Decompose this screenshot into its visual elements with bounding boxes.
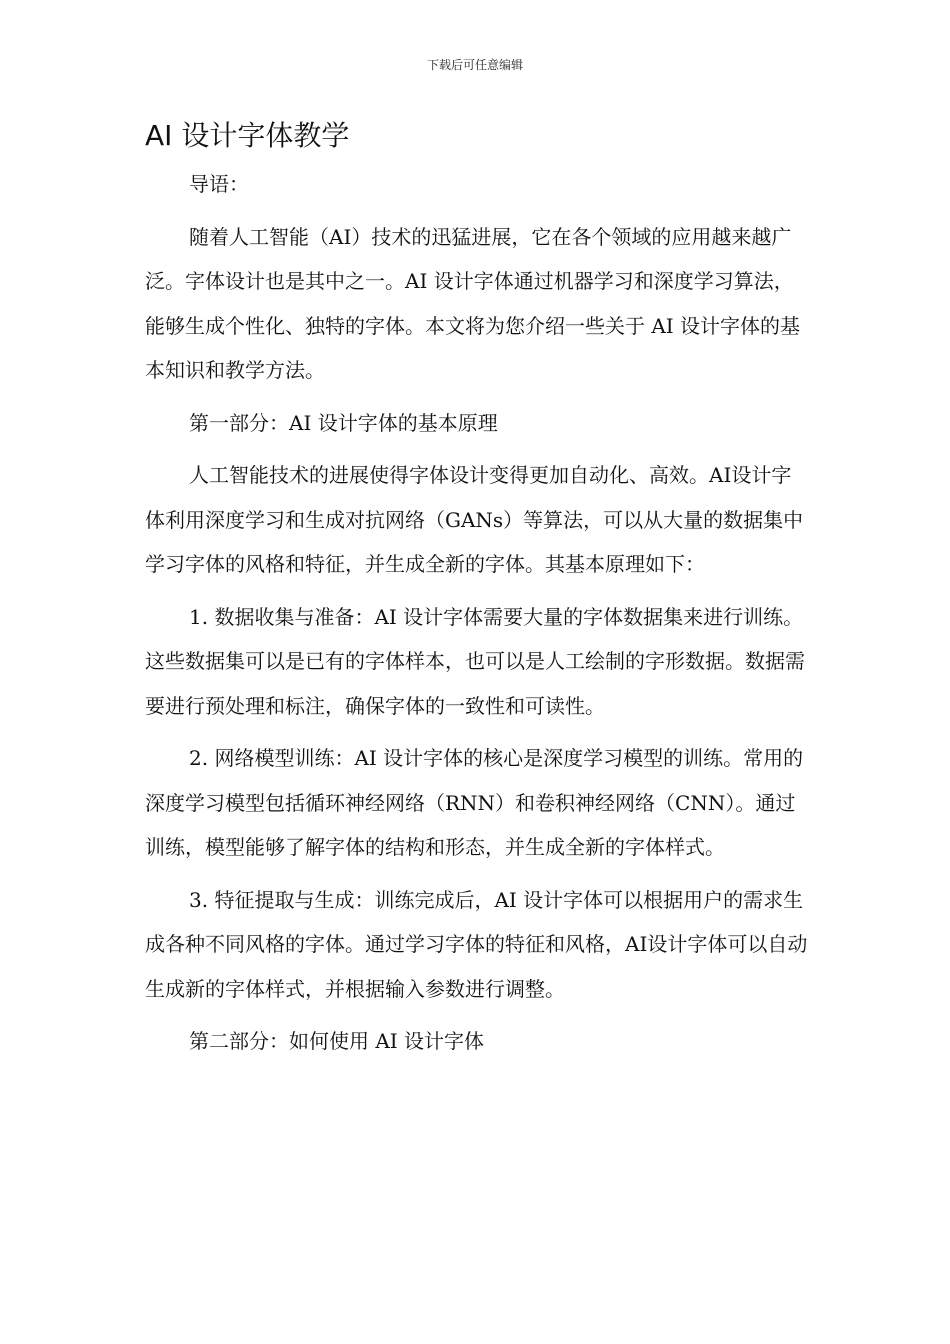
list-item-data-collection: 1. 数据收集与准备：AI 设计字体需要大量的字体数据集来进行训练。这些数据集可以是已有的字体样本，也可以是人工绘制的字形数据。数据需要进行预处理和标注，确保字体的一致性和可读性。 xyxy=(145,604,805,718)
list-item-feature-generation: 3. 特征提取与生成：训练完成后，AI 设计字体可以根据用户的需求生成各种不同风格的字体。通过学习字体的特征和风格，AI设计字体可以自动生成新的字体样式，并根据输入参数进行调整。 xyxy=(145,887,808,1001)
paragraph-intro: 随着人工智能（AI）技术的迅猛进展，它在各个领域的应用越来越广泛。字体设计也是其中之一。AI 设计字体通过机器学习和深度学习算法，能够生成个性化、独特的字体。本文将为您介绍一些关于 AI 设计字体的基本知识和教学方法。 xyxy=(145,224,801,382)
document-title: AI 设计字体教学 xyxy=(145,119,350,152)
list-item-model-training: 2. 网络模型训练：AI 设计字体的核心是深度学习模型的训练。常用的深度学习模型包括循环神经网络（RNN）和卷积神经网络（CNN）。通过训练，模型能够了解字体的结构和形态，并生成全新的字体样式。 xyxy=(145,746,804,859)
section-heading-part-one: 第一部分：AI 设计字体的基本原理 xyxy=(189,410,498,435)
document-body xyxy=(145,162,810,1064)
section-heading-part-two: 第二部分：如何使用 AI 设计字体 xyxy=(189,1029,485,1053)
page-header-note: 下载后可任意编辑 xyxy=(426,58,523,72)
paragraph-principles: 人工智能技术的进展使得字体设计变得更加自动化、高效。AI设计字体利用深度学习和生成对抗网络（GANs）等算法，可以从大量的数据集中学习字体的风格和特征，并生成全新的字体。其基本原理如下： xyxy=(145,463,804,576)
paragraph-intro-label: 导语： xyxy=(189,172,249,196)
